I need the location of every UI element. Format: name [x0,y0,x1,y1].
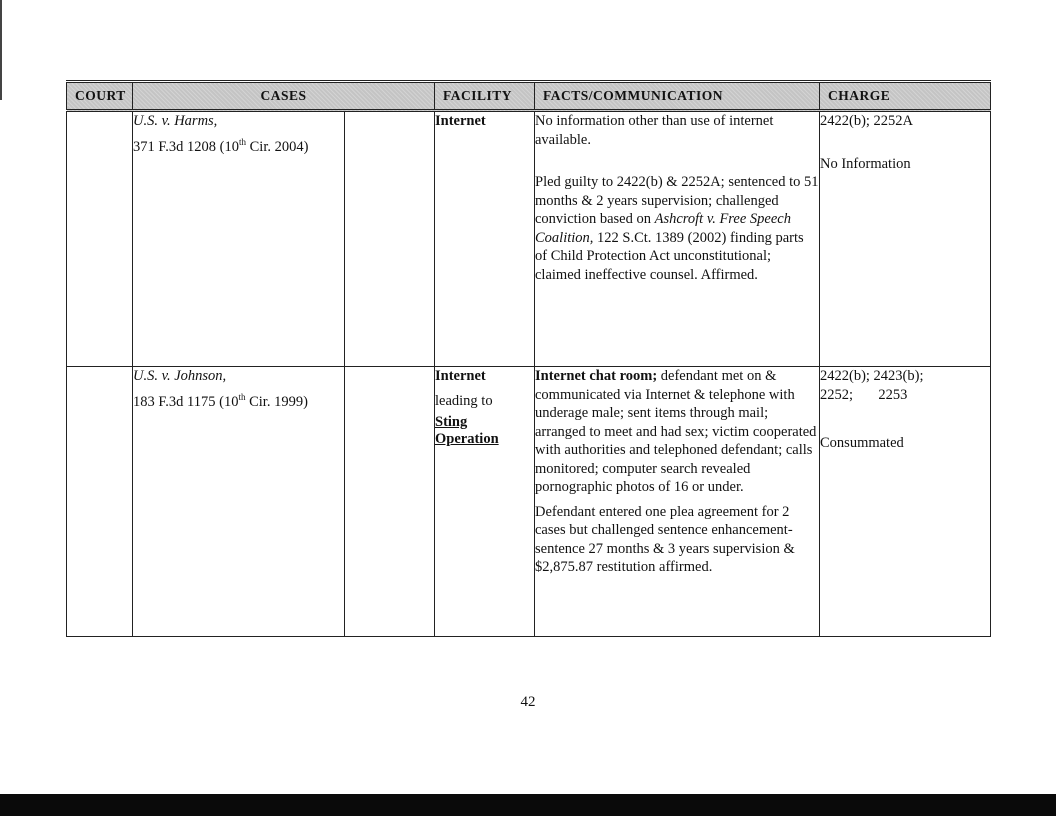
facility-label: Internet [435,113,486,129]
table-header-row [67,82,991,111]
facts-paragraph: Defendant entered one plea agreement for 2 cases but challenged sentence enhancement- sentence 27 months & 3 years supervision & $2,875.87 restitution affirmed. [535,503,795,576]
table-row [67,367,991,637]
facts-cell [535,367,820,637]
facility-cell [435,367,535,637]
page-number: 42 [520,694,536,710]
case-cell [133,367,345,637]
charge-cell [820,367,991,637]
charge-statutes: 2422(b); 2423(b); [820,368,924,384]
header-facts: FACTS/COMMUNICATION [535,82,820,111]
case-name: U.S. v. Harms, [133,113,218,129]
scan-bottom-edge [0,794,1056,816]
table-row [67,111,991,367]
facility-sting: Sting Operation [435,414,499,448]
facts-paragraph: Pled guilty to 2422(b) & 2252A; sentenced to 51 months & 2 years supervision; challenged conviction based on Ashcroft v. Free Speech Coalition, 122 S.Ct. 1389 (2002) finding parts of Child Protection Act unconstitutional; claimed ineffective counsel. Affirmed. [535,174,819,283]
scan-edge [0,0,2,100]
header-facility: FACILITY [435,82,535,111]
case-citation: 371 F.3d 1208 (10th Cir. 2004) [133,136,309,155]
blank-cell [345,367,435,637]
header-charge: CHARGE [820,82,991,111]
case-name: U.S. v. Johnson, [133,368,227,384]
case-citation: 183 F.3d 1175 (10th Cir. 1999) [133,391,308,410]
charge-statutes-2: 2252; 2253 [820,386,908,403]
charge-status: No Information [820,155,911,172]
facts-paragraph: Internet chat room; defendant met on & communicated via Internet & telephone with underage male; sent items through mail; arranged to meet and had sex; victim cooperated with authorities and telephoned defendant; calls monitored; computer search revealed pornographic photos of 16 or under. [535,368,817,496]
facts-cell [535,111,820,367]
case-table [66,80,991,637]
court-cell [67,367,133,637]
header-court: COURT [67,82,133,111]
charge-cell [820,111,991,367]
blank-cell [345,111,435,367]
facility-label: Internet [435,368,486,384]
facts-paragraph: No information other than use of internet available. [535,113,774,148]
case-cell [133,111,345,367]
charge-status: Consummated [820,435,904,452]
charge-statutes: 2422(b); 2252A [820,113,914,129]
facility-cell [435,111,535,367]
header-cases: CASES [133,82,435,111]
court-cell [67,111,133,367]
facility-note: leading to [435,392,493,409]
